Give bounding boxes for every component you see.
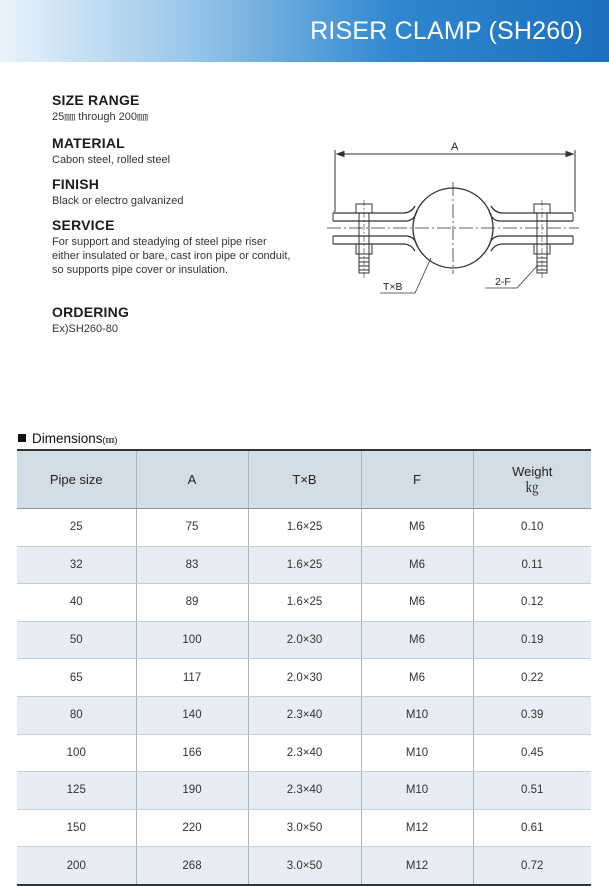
dimensions-title: Dimensions — [32, 431, 103, 446]
spec-heading: SERVICE — [52, 217, 115, 233]
cell-f: M6 — [361, 584, 473, 622]
cell-weight: 0.11 — [473, 546, 591, 584]
cell-a: 268 — [136, 847, 248, 885]
cell-f: M10 — [361, 696, 473, 734]
cell-weight: 0.10 — [473, 509, 591, 547]
table-body — [17, 509, 591, 885]
cell-txb: 1.6×25 — [248, 584, 361, 622]
cell-weight: 0.39 — [473, 696, 591, 734]
cell-txb: 2.3×40 — [248, 734, 361, 772]
cell-txb: 2.0×30 — [248, 621, 361, 659]
page-header — [0, 0, 609, 62]
header-a: A — [136, 450, 248, 509]
cell-weight: 0.72 — [473, 847, 591, 885]
label-f: 2-F — [495, 276, 511, 288]
dimensions-unit: (㎜) — [102, 435, 118, 445]
table-row — [17, 584, 591, 622]
cell-f: M12 — [361, 809, 473, 847]
cell-f: M6 — [361, 509, 473, 547]
cell-txb: 3.0×50 — [248, 847, 361, 885]
cell-txb: 2.3×40 — [248, 772, 361, 810]
spec-heading: SIZE RANGE — [52, 92, 140, 108]
page-title: RISER CLAMP (SH260) — [310, 17, 583, 45]
table-row — [17, 772, 591, 810]
cell-pipe-size: 25 — [17, 509, 136, 547]
table-row — [17, 734, 591, 772]
table-row — [17, 509, 591, 547]
table-header-row — [17, 450, 591, 509]
spec-material — [52, 135, 292, 167]
cell-weight: 0.12 — [473, 584, 591, 622]
header-weight-label: Weight — [512, 463, 553, 479]
table-row — [17, 809, 591, 847]
header-pipe-size: Pipe size — [17, 450, 136, 509]
cell-weight: 0.19 — [473, 621, 591, 659]
cell-f: M12 — [361, 847, 473, 885]
cell-pipe-size: 200 — [17, 847, 136, 885]
cell-a: 140 — [136, 696, 248, 734]
cell-a: 117 — [136, 659, 248, 697]
cell-f: M6 — [361, 659, 473, 697]
cell-pipe-size: 100 — [17, 734, 136, 772]
cell-weight: 0.51 — [473, 772, 591, 810]
cell-weight: 0.61 — [473, 809, 591, 847]
spec-text: 25㎜ through 200㎜ — [52, 111, 149, 123]
bullet-square-icon — [18, 434, 26, 442]
header-txb: T×B — [248, 450, 361, 509]
cell-txb: 2.0×30 — [248, 659, 361, 697]
cell-a: 220 — [136, 809, 248, 847]
dimensions-section-title — [18, 431, 118, 446]
cell-a: 166 — [136, 734, 248, 772]
cell-a: 89 — [136, 584, 248, 622]
spec-text: Cabon steel, rolled steel — [52, 154, 171, 166]
cell-pipe-size: 50 — [17, 621, 136, 659]
cell-txb: 1.6×25 — [248, 509, 361, 547]
cell-a: 100 — [136, 621, 248, 659]
spec-text: Ex)SH260-80 — [52, 323, 119, 335]
table-row — [17, 847, 591, 885]
cell-weight: 0.45 — [473, 734, 591, 772]
label-a: A — [451, 141, 459, 153]
spec-heading: MATERIAL — [52, 135, 125, 151]
cell-pipe-size: 80 — [17, 696, 136, 734]
cell-f: M6 — [361, 546, 473, 584]
cell-f: M10 — [361, 772, 473, 810]
cell-a: 83 — [136, 546, 248, 584]
spec-heading: FINISH — [52, 176, 100, 192]
spec-text: For support and steadying of steel pipe riser either insulated or bare, cast iron pipe or conduit, so supports pipe cover or insulation. — [52, 236, 291, 276]
spec-text: Black or electro galvanized — [52, 195, 184, 207]
table-row — [17, 546, 591, 584]
label-txb: T×B — [383, 281, 403, 293]
cell-pipe-size: 40 — [17, 584, 136, 622]
cell-txb: 2.3×40 — [248, 696, 361, 734]
cell-f: M6 — [361, 621, 473, 659]
spec-heading: ORDERING — [52, 304, 130, 320]
header-f: F — [361, 450, 473, 509]
header-weight — [473, 450, 591, 509]
cell-a: 190 — [136, 772, 248, 810]
dimensions-table — [17, 449, 591, 886]
table-row — [17, 659, 591, 697]
cell-f: M10 — [361, 734, 473, 772]
table-row — [17, 621, 591, 659]
spec-service — [52, 217, 292, 277]
cell-a: 75 — [136, 509, 248, 547]
cell-pipe-size: 125 — [17, 772, 136, 810]
cell-txb: 1.6×25 — [248, 546, 361, 584]
cell-pipe-size: 32 — [17, 546, 136, 584]
cell-weight: 0.22 — [473, 659, 591, 697]
table-row — [17, 696, 591, 734]
riser-clamp-diagram — [325, 140, 585, 300]
cell-txb: 3.0×50 — [248, 809, 361, 847]
spec-size-range — [52, 92, 292, 124]
cell-pipe-size: 150 — [17, 809, 136, 847]
spec-finish — [52, 176, 292, 208]
header-weight-unit: ㎏ — [525, 479, 539, 495]
spec-ordering — [52, 304, 292, 336]
cell-pipe-size: 65 — [17, 659, 136, 697]
